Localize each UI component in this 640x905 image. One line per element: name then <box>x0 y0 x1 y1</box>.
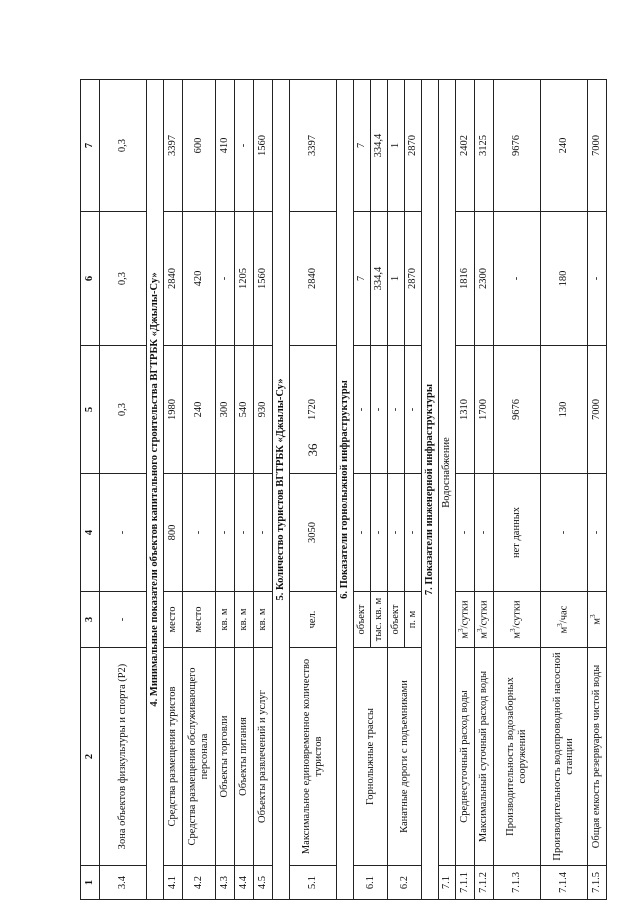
row-name: Объекты развлечений и услуг <box>254 648 273 866</box>
cell-value: - <box>456 474 475 592</box>
cell-value: 2870 <box>405 80 422 212</box>
row-unit: $м^3$/сутки <box>456 592 475 648</box>
cell-value: 0,3 <box>100 346 147 474</box>
cell-value: - <box>216 474 235 592</box>
cell-value: 334,4 <box>371 212 388 346</box>
row-name: Максимальное единовременное количество туристов <box>290 648 337 866</box>
table-row <box>164 80 183 900</box>
cell-value: 2870 <box>405 212 422 346</box>
row-number: 7.1 <box>439 866 456 900</box>
cell-value: 2840 <box>164 212 183 346</box>
section-title: 4. Минимальные показатели объектов капитального строительства ВГТРБК «Джылы-Су» <box>147 80 164 900</box>
table-row <box>388 80 405 900</box>
cell-value: 240 <box>541 80 588 212</box>
row-unit: кв. м <box>235 592 254 648</box>
subsection-title: Водоснабжение <box>439 80 456 866</box>
cell-value: - <box>388 474 405 592</box>
table-row <box>354 80 371 900</box>
cell-value: 420 <box>183 212 216 346</box>
row-number: 5.1 <box>290 866 337 900</box>
cell-value: - <box>475 474 494 592</box>
cell-value: 334,4 <box>371 80 388 212</box>
col-header: 1 <box>81 866 100 900</box>
row-unit: место <box>183 592 216 648</box>
row-number: 7.1.3 <box>494 866 541 900</box>
table-row <box>541 80 588 900</box>
cell-value: 2840 <box>290 212 337 346</box>
section-row <box>422 80 439 900</box>
table-row <box>235 80 254 900</box>
row-unit: - <box>100 592 147 648</box>
row-unit: кв. м <box>254 592 273 648</box>
cell-value: 9676 <box>494 80 541 212</box>
table-row <box>216 80 235 900</box>
cell-value: 2300 <box>475 212 494 346</box>
row-unit: место <box>164 592 183 648</box>
row-unit: тыс. кв. м <box>371 592 388 648</box>
table-row <box>588 80 607 900</box>
row-name: Канатные дороги с подъемниками <box>388 648 422 866</box>
cell-value: 2402 <box>456 80 475 212</box>
page-frame <box>80 80 603 900</box>
cell-value: - <box>388 346 405 474</box>
indicators-table <box>80 79 607 900</box>
row-number: 7.1.5 <box>588 866 607 900</box>
cell-value: 1700 <box>475 346 494 474</box>
cell-value: - <box>405 346 422 474</box>
col-header: 5 <box>81 346 100 474</box>
section-row <box>147 80 164 900</box>
col-header: 2 <box>81 648 100 866</box>
cell-value: - <box>235 80 254 212</box>
cell-value: 300 <box>216 346 235 474</box>
cell-value: 410 <box>216 80 235 212</box>
header-row <box>81 80 100 900</box>
cell-value: - <box>588 474 607 592</box>
cell-value: 930 <box>254 346 273 474</box>
cell-value: 1 <box>388 212 405 346</box>
cell-value: - <box>371 474 388 592</box>
cell-value: 3125 <box>475 80 494 212</box>
cell-value: - <box>216 212 235 346</box>
cell-value: 130 <box>541 346 588 474</box>
cell-value: - <box>494 212 541 346</box>
col-header: 4 <box>81 474 100 592</box>
section-row <box>273 80 290 900</box>
row-number: 4.3 <box>216 866 235 900</box>
cell-value: - <box>183 474 216 592</box>
row-number: 6.2 <box>388 866 422 900</box>
row-name: Средства размещения обслуживающего персонала <box>183 648 216 866</box>
row-number: 7.1.4 <box>541 866 588 900</box>
table-row <box>290 80 337 900</box>
cell-value: 1560 <box>254 212 273 346</box>
row-number: 4.5 <box>254 866 273 900</box>
row-name: Зона объектов физкультуры и спорта (Р2) <box>100 648 147 866</box>
table-row <box>254 80 273 900</box>
table-row <box>439 80 456 900</box>
cell-value: - <box>541 474 588 592</box>
row-name: Объекты питания <box>235 648 254 866</box>
section-title: 6. Показатели горнолыжной инфраструктуры <box>337 80 354 900</box>
cell-value: - <box>354 346 371 474</box>
cell-value: 600 <box>183 80 216 212</box>
cell-value: 1205 <box>235 212 254 346</box>
row-unit: $м^3$ <box>588 592 607 648</box>
table-row <box>494 80 541 900</box>
row-name: Горнолыжные трассы <box>354 648 388 866</box>
section-title: 5. Количество туристов ВГТРБК «Джылы-Су» <box>273 80 290 900</box>
section-row <box>337 80 354 900</box>
row-name: Среднесуточный расход воды <box>456 648 475 866</box>
cell-value: - <box>588 212 607 346</box>
row-name: Производительность водозаборных сооружений <box>494 648 541 866</box>
col-header: 6 <box>81 212 100 346</box>
cell-value: 3397 <box>164 80 183 212</box>
row-number: 4.4 <box>235 866 254 900</box>
cell-value: 7000 <box>588 80 607 212</box>
row-unit: $м^3$/сутки <box>494 592 541 648</box>
col-header: 7 <box>81 80 100 212</box>
row-name: Объекты торговли <box>216 648 235 866</box>
cell-value: 180 <box>541 212 588 346</box>
cell-value: - <box>254 474 273 592</box>
cell-value: 9676 <box>494 346 541 474</box>
row-unit: кв. м <box>216 592 235 648</box>
cell-value: 0,3 <box>100 212 147 346</box>
cell-value: - <box>235 474 254 592</box>
cell-value: 1720 <box>290 346 337 474</box>
page-number: 36 <box>305 443 320 457</box>
row-unit: п. м <box>405 592 422 648</box>
cell-value: - <box>405 474 422 592</box>
row-number: 6.1 <box>354 866 388 900</box>
cell-value: - <box>354 474 371 592</box>
row-unit: чел. <box>290 592 337 648</box>
row-number: 4.2 <box>183 866 216 900</box>
row-unit: $м^3$/час <box>541 592 588 648</box>
table-row <box>100 80 147 900</box>
cell-value: 7 <box>354 80 371 212</box>
col-header: 3 <box>81 592 100 648</box>
cell-value: - <box>371 346 388 474</box>
row-number: 7.1.2 <box>475 866 494 900</box>
row-unit: объект <box>354 592 371 648</box>
row-name: Максимальный суточный расход воды <box>475 648 494 866</box>
cell-value: - <box>100 474 147 592</box>
table-row <box>183 80 216 900</box>
cell-value: нет данных <box>494 474 541 592</box>
cell-value: 1 <box>388 80 405 212</box>
row-number: 7.1.1 <box>456 866 475 900</box>
table-row <box>475 80 494 900</box>
cell-value: 540 <box>235 346 254 474</box>
cell-value: 0,3 <box>100 80 147 212</box>
rotated-table-wrapper <box>80 80 603 900</box>
row-number: 3.4 <box>100 866 147 900</box>
cell-value: 1980 <box>164 346 183 474</box>
row-name: Производительность водопроводной насосной станции <box>541 648 588 866</box>
cell-value: 240 <box>183 346 216 474</box>
row-name: Средства размещения туристов <box>164 648 183 866</box>
cell-value: 1310 <box>456 346 475 474</box>
cell-value: 800 <box>164 474 183 592</box>
cell-value: 3397 <box>290 80 337 212</box>
cell-value: 7 <box>354 212 371 346</box>
section-title: 7. Показатели инженерной инфраструктуры <box>422 80 439 900</box>
table-row <box>456 80 475 900</box>
cell-value: 7000 <box>588 346 607 474</box>
cell-value: 1816 <box>456 212 475 346</box>
row-unit: $м^3$/сутки <box>475 592 494 648</box>
cell-value: 1560 <box>254 80 273 212</box>
row-number: 4.1 <box>164 866 183 900</box>
row-unit: объект <box>388 592 405 648</box>
cell-value: 3050 <box>290 474 337 592</box>
row-name: Общая емкость резервуаров чистой воды <box>588 648 607 866</box>
